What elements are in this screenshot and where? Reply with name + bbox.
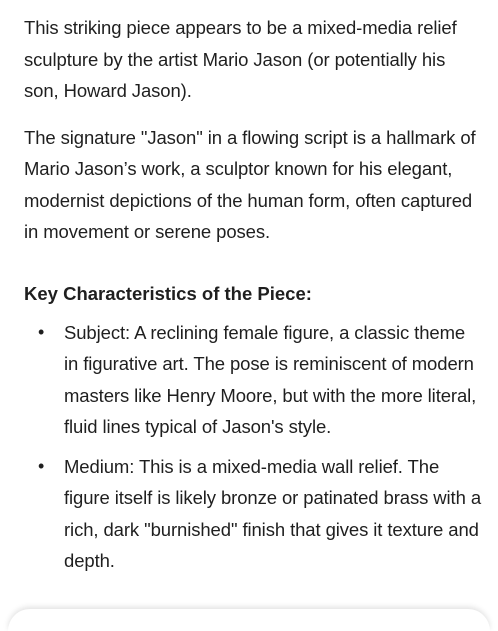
characteristics-list	[24, 317, 484, 577]
list-item-text: Medium: This is a mixed-media wall relief. The figure itself is likely bronze or patinated brass with a rich, dark "burnished" finish that gives it texture and depth.	[64, 455, 482, 571]
intro-paragraph: This striking piece appears to be a mixed-media relief sculpture by the artist Mario Jason (or potentially his son, Howard Jason).	[24, 17, 457, 101]
list-item	[24, 451, 484, 577]
signature-paragraph: The signature "Jason" in a flowing script is a hallmark of Mario Jason’s work, a sculptor known for his elegant, modernist depictions of the human form, often captured in movement or serene poses.	[24, 126, 476, 242]
list-item	[24, 317, 484, 443]
bullet-icon: •	[38, 321, 45, 342]
bullet-icon: •	[38, 455, 45, 476]
response-content	[24, 12, 484, 585]
bottom-input-panel[interactable]	[8, 609, 490, 631]
section-heading: Key Characteristics of the Piece:	[24, 282, 312, 304]
list-item-text: Subject: A reclining female figure, a classic theme in figurative art. The pose is reminiscent of modern masters like Henry Moore, but with the more literal, fluid lines typical of Jason's style.	[64, 321, 477, 437]
